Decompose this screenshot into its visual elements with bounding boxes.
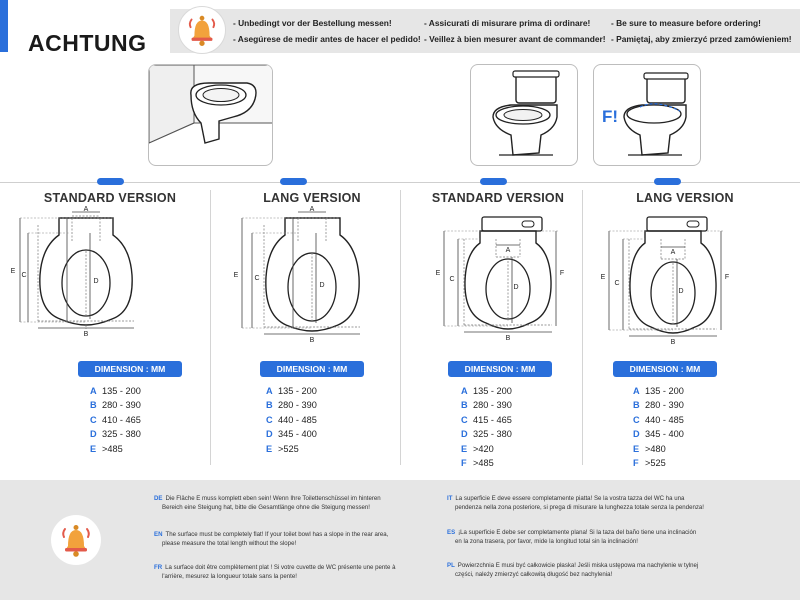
dimension-row [461, 415, 512, 429]
note-text: ¡La superficie E debe ser completamente plana! Si la taza del baño tiene una inclinación [458, 529, 697, 536]
label-f: F [559, 270, 565, 277]
dimension-unit-label: DIMENSION : MM [448, 361, 552, 377]
dimension-letter: D [266, 429, 273, 440]
dimension-row [90, 386, 141, 400]
dimension-unit-label: DIMENSION : MM [613, 361, 717, 377]
warning-text: - Be sure to measure before ordering! [611, 18, 761, 28]
toilet-dimension-diagram [212, 205, 412, 355]
dimension-letter: A [633, 386, 640, 396]
dimension-value: 345 - 400 [278, 429, 317, 440]
dimension-list [266, 386, 317, 458]
label-b: B [83, 331, 89, 338]
column-title: LANG VERSION [263, 191, 361, 205]
size-column-long-closecoupled [585, 190, 785, 472]
label-d: D [513, 284, 519, 291]
dimension-row [90, 415, 141, 429]
dimension-letter: E [461, 443, 468, 454]
label-d: D [93, 278, 99, 285]
language-code: DE [154, 495, 163, 502]
dimension-value: 280 - 390 [278, 400, 317, 411]
sloped-toilet-photo [593, 64, 701, 166]
dimension-row [266, 429, 317, 443]
toilet-dimension-diagram [398, 205, 598, 355]
dimension-unit-label: DIMENSION : MM [260, 361, 364, 377]
toilet-dimension-diagram [10, 205, 210, 355]
warning-text: - Pamiętaj, aby zmierzyć przed zamówieniem! [611, 34, 792, 44]
dimension-letter: F [461, 457, 467, 468]
bell-icon [183, 11, 221, 49]
dimension-letter: B [461, 400, 468, 411]
note-text-continued: please measure the total length without the slope! [162, 540, 297, 548]
dimension-value: 135 - 200 [473, 386, 512, 396]
note-text-continued: en la zona trasera, por favor, mide la longitud total sin la inclinación! [455, 538, 638, 546]
column-title: STANDARD VERSION [431, 191, 565, 205]
page-title: ACHTUNG [28, 30, 147, 56]
warning-text: - Assicurati di misurare prima di ordinare! [424, 18, 591, 28]
dimension-list [633, 386, 684, 472]
bell-icon [56, 520, 96, 560]
label-a: A [83, 206, 89, 213]
warning-column-1 [233, 15, 421, 47]
note-text-continued: części, należy zmierzyć całkowitą długość bez nachylenia! [455, 571, 613, 579]
flag-text: F! [602, 107, 619, 126]
label-c: C [449, 276, 455, 283]
language-code: FR [154, 564, 163, 571]
note-de [154, 494, 444, 513]
dimension-letter: C [461, 414, 468, 425]
note-es [447, 528, 747, 547]
dimension-value: 280 - 390 [645, 400, 684, 411]
dimension-letter: E [633, 443, 640, 454]
warning-text: - Unbedingt vor der Bestellung messen! [233, 18, 392, 28]
dimension-row [633, 458, 684, 472]
language-code: IT [447, 495, 453, 502]
dimension-letter: A [266, 386, 273, 396]
note-text-continued: l'arrière, mesurez la longueur totale sans la pente! [162, 573, 297, 581]
dimension-value: >525 [278, 443, 299, 454]
dimension-value: 325 - 380 [102, 429, 141, 440]
language-code: PL [447, 562, 455, 569]
dimension-letter: A [90, 386, 97, 396]
note-text: Powierzchnia E musi być całkowicie płaska! Jeśli miska ustępowa ma nachylenie w tylnej [457, 562, 699, 569]
dimension-value: 280 - 390 [473, 400, 512, 411]
dimension-value: 410 - 465 [102, 414, 141, 425]
dimension-row [461, 429, 512, 443]
section-tab-marker [480, 178, 507, 185]
label-a: A [670, 249, 676, 256]
warning-bell-badge [178, 6, 226, 54]
dimension-letter: B [266, 400, 273, 411]
dimension-list [461, 386, 512, 472]
size-column-long-wallhung [212, 190, 412, 472]
dimension-row [266, 444, 317, 458]
dimension-letter: D [90, 429, 97, 440]
dimension-letter: E [90, 443, 97, 454]
column-title: LANG VERSION [636, 191, 734, 205]
wall-hung-toilet-illustration [149, 65, 273, 166]
note-en [154, 530, 444, 549]
note-text-continued: pendenza nella zona posteriore, si prega di misurare la lunghezza totale senza la pendenza! [455, 504, 704, 512]
warning-text: - Asegúrese de medir antes de hacer el pedido! [233, 34, 421, 44]
dimension-letter: D [461, 429, 468, 440]
label-a: A [309, 206, 315, 213]
dimension-row [266, 386, 317, 400]
warning-column-3 [611, 15, 792, 47]
dimension-list [90, 386, 141, 458]
label-d: D [678, 288, 684, 295]
label-a: A [505, 247, 511, 254]
dimension-row [461, 386, 512, 400]
dimension-row [633, 386, 684, 400]
dimension-value: >485 [473, 457, 494, 468]
note-text: La superficie E deve essere completamente piatta! Se la vostra tazza del WC ha una [455, 495, 685, 502]
column-divider [210, 190, 211, 465]
dimension-row [633, 400, 684, 414]
dimension-value: >525 [645, 457, 666, 468]
section-tab-marker [280, 178, 307, 185]
dimension-value: 135 - 200 [278, 386, 317, 396]
note-text: La surface doit être complètement plat ! Si votre cuvette de WC présente une pente à [165, 564, 396, 571]
section-tab-marker [97, 178, 124, 185]
note-text: The surface must be completely flat! If your toilet bowl has a slope in the rear area, [165, 531, 389, 538]
slope-warning-label [602, 107, 618, 127]
label-e: E [600, 274, 606, 281]
label-e: E [435, 270, 441, 277]
toilet-dimension-diagram [585, 205, 785, 355]
language-code: ES [447, 529, 456, 536]
column-title: STANDARD VERSION [43, 191, 177, 205]
dimension-row [266, 415, 317, 429]
label-c: C [21, 272, 27, 279]
note-text-continued: Bereich eine Steigung hat, bitte die Gesamtlänge ohne die Steigung messen! [162, 504, 371, 512]
dimension-value: 415 - 465 [473, 414, 512, 425]
dimension-row [90, 444, 141, 458]
dimension-value: 440 - 485 [278, 414, 317, 425]
close-coupled-toilet-photo [470, 64, 578, 166]
label-e: E [10, 268, 16, 275]
dimension-value: >480 [645, 443, 666, 454]
dimension-row [461, 458, 512, 472]
label-c: C [254, 275, 260, 282]
footer-bell-badge [51, 515, 101, 565]
section-tab-marker [654, 178, 681, 185]
dimension-letter: A [461, 386, 468, 396]
label-b: B [309, 337, 315, 344]
dimension-letter: B [633, 400, 640, 411]
dimension-letter: F [633, 457, 639, 468]
wall-hung-toilet-photo [148, 64, 273, 166]
note-fr [154, 563, 444, 582]
dimension-row [461, 444, 512, 458]
size-column-standard-closecoupled [398, 190, 598, 472]
dimension-row [461, 400, 512, 414]
note-pl [447, 561, 747, 580]
dimension-value: 325 - 380 [473, 429, 512, 440]
dimension-letter: E [266, 443, 273, 454]
dimension-value: 345 - 400 [645, 429, 684, 440]
label-c: C [614, 280, 620, 287]
dimension-value: 280 - 390 [102, 400, 141, 411]
close-coupled-toilet-illustration [471, 65, 578, 166]
note-text: Die Fläche E muss komplett eben sein! Wenn Ihre Toilettenschüssel im hinteren [165, 495, 381, 502]
size-column-standard-wallhung [10, 190, 210, 472]
dimension-row [633, 444, 684, 458]
dimension-unit-label: DIMENSION : MM [78, 361, 182, 377]
label-f: F [724, 274, 730, 281]
accent-bar [0, 0, 8, 52]
dimension-row [633, 429, 684, 443]
dimension-value: >420 [473, 443, 494, 454]
dimension-row [90, 429, 141, 443]
footer-notes-panel [0, 480, 800, 600]
dimension-letter: C [633, 414, 640, 425]
dimension-letter: C [266, 414, 273, 425]
dimension-letter: C [90, 414, 97, 425]
label-d: D [319, 282, 325, 289]
dimension-value: 135 - 200 [102, 386, 141, 396]
dimension-row [266, 400, 317, 414]
dimension-letter: D [633, 429, 640, 440]
dimension-letter: B [90, 400, 97, 411]
note-it [447, 494, 747, 513]
dimension-row [633, 415, 684, 429]
dimension-row [90, 400, 141, 414]
label-b: B [670, 339, 676, 346]
warning-column-2 [424, 15, 606, 47]
label-e: E [233, 272, 239, 279]
label-b: B [505, 335, 511, 342]
dimension-value: 135 - 200 [645, 386, 684, 396]
language-code: EN [154, 531, 163, 538]
dimension-value: 440 - 485 [645, 414, 684, 425]
dimension-value: >485 [102, 443, 123, 454]
warning-text: - Veillez à bien mesurer avant de commander! [424, 34, 606, 44]
